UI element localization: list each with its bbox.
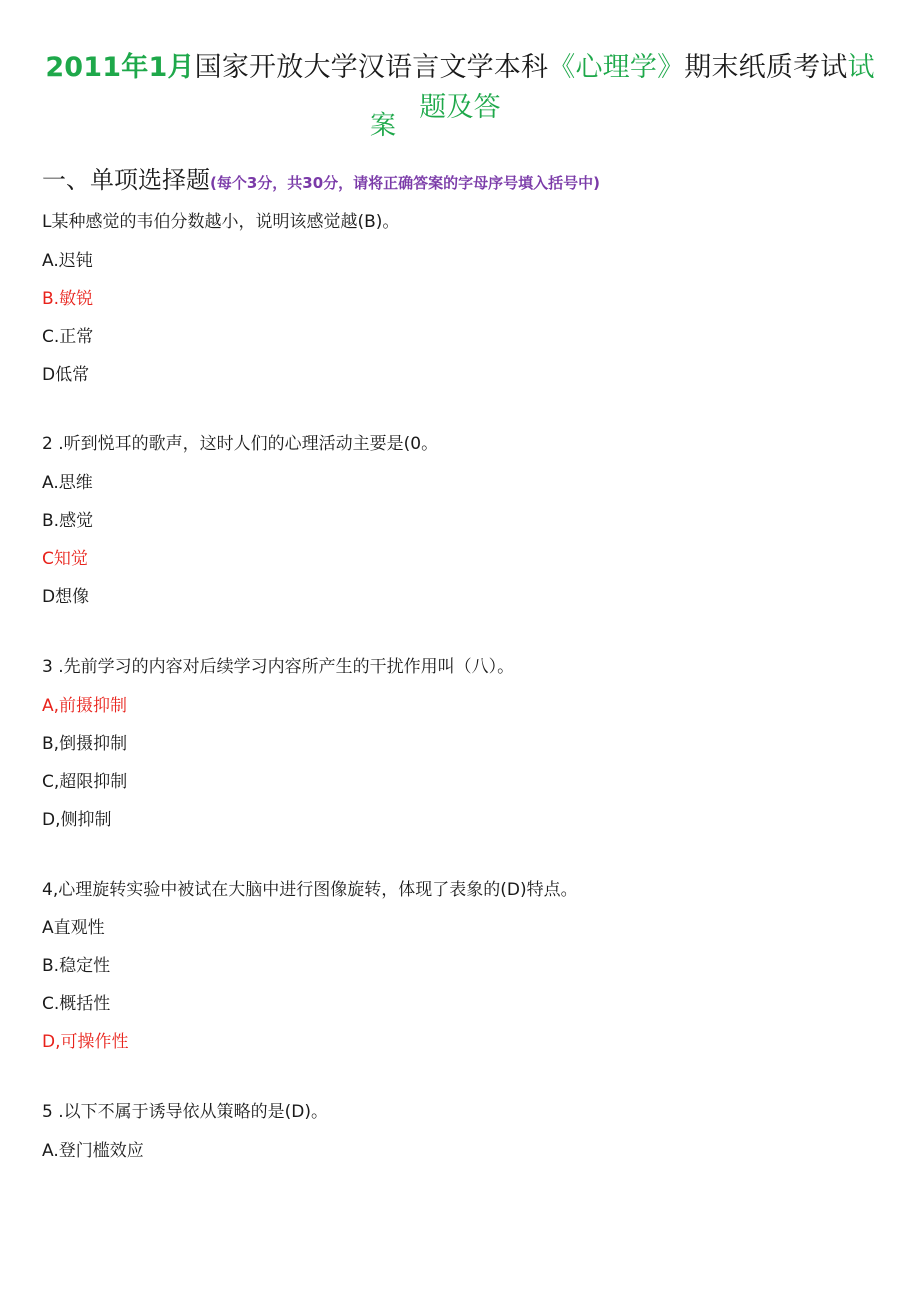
option: C.概括性 [42,994,111,1014]
option: A直观性 [42,918,105,938]
section-instructions: (每个3分，共30分，请将正确答案的字母序号填入括号中) [210,174,601,192]
option: A.迟钝 [42,251,93,271]
option: C,超限抑制 [42,772,128,792]
option: B.感觉 [42,511,94,531]
section-heading [42,162,600,201]
option-correct: C知觉 [42,549,88,569]
option: A.思维 [42,473,93,493]
title-date: 2011年1月 [45,52,195,83]
question-stem: 3 .先前学习的内容对后续学习内容所产生的干扰作用叫（八）。 [42,657,515,677]
option-correct: B.敏锐 [42,289,94,309]
option: D低常 [42,365,90,385]
option: C.正常 [42,327,94,347]
section-title: 一、单项选择题 [42,166,210,194]
title-institution: 国家开放大学汉语言文学本科 [194,52,549,83]
title-suffix: 试题及答 [419,52,875,123]
title-course: 《心理学》 [548,52,685,83]
option-correct: A,前摄抑制 [42,696,128,716]
option: A.登门槛效应 [42,1141,144,1161]
document-title-continuation: 案 [369,111,396,141]
option: D,侧抑制 [42,810,112,830]
question-stem: L某种感觉的韦伯分数越小，说明该感觉越(B)。 [42,212,400,232]
title-exam: 期末纸质考试 [684,52,848,83]
question-stem: 2 .听到悦耳的歌声，这时人们的心理活动主要是(0。 [42,434,439,454]
option-correct: D,可操作性 [42,1032,129,1052]
question-stem: 5 .以下不属于诱导依从策略的是(D)。 [42,1102,328,1122]
option: B,倒摄抑制 [42,734,128,754]
question-stem: 4,心理旋转实验中被试在大脑中进行图像旋转，体现了表象的(D)特点。 [42,880,578,900]
option: D想像 [42,587,90,607]
option: B.稳定性 [42,956,111,976]
